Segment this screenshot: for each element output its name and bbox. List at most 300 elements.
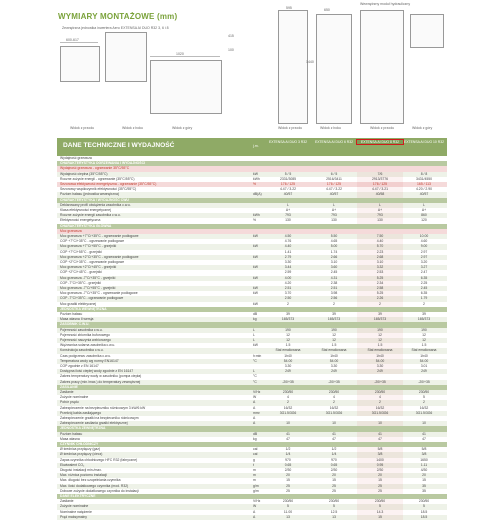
row-value: 190 (421, 327, 427, 332)
row-value: 1/4 (331, 452, 337, 457)
dim-label: 1020 (176, 52, 184, 56)
row-value: L (333, 202, 335, 207)
row-value: 4 (287, 395, 289, 400)
row-value: 4/30 (420, 468, 428, 472)
row-label: Nominalne natężenie (60, 509, 92, 514)
row-unit: kWh (253, 176, 260, 181)
row-value: 6.35 (420, 291, 428, 296)
row-value: 230/50 (282, 499, 294, 504)
row-value: 176 / 125 (357, 182, 403, 187)
row-value: 15 (357, 515, 403, 520)
row-value: 7/6 (357, 172, 403, 177)
row-label: Przekrój kabla zasilającego (60, 410, 102, 415)
row-value: 165/373 (357, 317, 403, 322)
row-unit: L (253, 327, 255, 332)
row-value: 4.60 (420, 239, 428, 244)
row-value: 190 (357, 328, 403, 333)
row-value: 40/57 (329, 192, 339, 197)
row-label: COP -7°C/+35°C - grzejniki (60, 280, 101, 285)
row-value: 47 (357, 437, 403, 442)
row-unit: A (253, 509, 256, 514)
row-value: 2.58 (357, 286, 403, 291)
row-value: 20 (332, 473, 336, 478)
hydraulic-drawing-open (360, 10, 404, 124)
row-value: 12 (422, 332, 426, 337)
row-value: 6 / 5 (330, 171, 338, 176)
row-value: 8 / 8 (420, 171, 428, 176)
row-value: 176 / 125 (326, 182, 342, 186)
row-label: Poziom hałasu (60, 312, 83, 316)
dim-line (60, 42, 98, 43)
row-label: COP -7°C/+35°C - ogrzewanie podłogowe (60, 296, 124, 301)
column-header-highlighted: EXTENSA AI DUO 8 R32 (357, 140, 403, 144)
row-value: 40/58 (357, 192, 403, 197)
row-value: 47 (286, 436, 290, 441)
row-label: Moc grzewcza -7°C/+35°C - grzejniki (60, 275, 116, 280)
row-value: 0.95 (357, 463, 403, 468)
row-value: 25 (332, 483, 336, 488)
row-value: 3.10 (330, 260, 338, 264)
row-value: 5.70 (357, 244, 403, 249)
row-value: 249 (421, 369, 427, 374)
row-value: -20/+35 (282, 379, 294, 384)
row-label: Pojemność naczynia wzbiorczego (60, 338, 111, 342)
row-label: Moc grzewcza +7°C/+35°C - ogrzewanie podłogowe (60, 234, 139, 238)
row-value: 16/32 (329, 405, 339, 410)
row-value: 2.51 (330, 286, 338, 290)
row-value: 2 (287, 301, 289, 306)
row-value: 1.11 (420, 462, 428, 467)
row-value: 15 (286, 478, 290, 483)
row-unit: A (253, 405, 256, 410)
row-value: 54.00 (357, 359, 403, 364)
row-value: 7.50 (357, 234, 403, 239)
row-value: 130 (331, 218, 337, 223)
row-value: 5/8 (357, 447, 403, 452)
row-value: 12 (422, 338, 426, 342)
row-unit: cal (253, 452, 258, 457)
row-value: 0.65 (330, 462, 338, 467)
row-value: 10 (286, 421, 290, 426)
row-value: 18.5 (420, 509, 428, 514)
row-value: 1.5 (331, 343, 337, 348)
row-value: 4.47 / 3.22 (279, 187, 297, 192)
row-value: 2 (333, 301, 335, 306)
row-unit: kW (253, 286, 258, 290)
table-row (57, 515, 447, 520)
row-value: 4 (333, 395, 335, 400)
row-label: Pojemność zbiornika buforowego (60, 332, 110, 337)
row-label: Max. długość bez uzupełniania czynnika (60, 478, 121, 483)
row-value: 47 (332, 436, 336, 441)
row-label: Moc grzewcza -7°C/+35°C - ogrzewanie podłogowe (60, 291, 138, 296)
row-label: Wydajność grzewcza (60, 156, 92, 160)
row-value: 47 (422, 436, 426, 441)
row-value: 120 (421, 218, 427, 223)
row-value: 1.74 (330, 249, 338, 254)
row-value: 249 (285, 369, 291, 374)
row-value: 970 (285, 457, 291, 462)
row-value: 12 (357, 333, 403, 338)
row-value: 2 (357, 400, 403, 405)
row-value: 6.35 (420, 275, 428, 280)
row-value: 2/30 (284, 468, 292, 472)
row-value: 41 (286, 431, 290, 436)
row-value: 3.70 (284, 291, 292, 296)
row-value: 793 (357, 213, 403, 218)
row-unit: cal (253, 447, 258, 452)
row-label: Zakres pracy (min./max.) do temperatury zewnętrznej (60, 379, 141, 384)
row-unit: V/Hz (253, 499, 261, 504)
row-value: Stal emaliowana (275, 348, 301, 353)
row-unit: % (253, 182, 257, 186)
dim-label: 415 (228, 34, 234, 38)
row-value: A+ (285, 208, 291, 212)
row-value: 2.56 (330, 296, 338, 301)
row-value: 12 (357, 338, 403, 343)
row-value: 39 (422, 312, 426, 316)
row-label: Efektywność energetyczna (60, 218, 101, 223)
row-label: Roczne zużycie energii zasobnika c.w.u. (60, 213, 121, 218)
row-label: COP +2°C/+35°C - ogrzewanie podłogowe (60, 260, 125, 264)
row-value: 2913/3776 (357, 177, 403, 182)
row-label: Deklarowany profil obciążenia zasobnika c.w.u. (60, 202, 131, 207)
row-unit: V/Hz (253, 390, 261, 394)
row-value: 41 (332, 431, 336, 436)
row-value: 230/50 (328, 499, 340, 504)
row-unit: W (253, 395, 257, 400)
row-value: 4.47 / 3.21 (357, 187, 403, 192)
row-value: 3.98 (330, 291, 338, 296)
row-label: ZASOBNIK C.W.U. (60, 322, 90, 327)
row-unit: °C (253, 379, 257, 384)
row-value: 3.30 (284, 364, 292, 368)
row-value: 2.53 (357, 270, 403, 275)
row-value: 4.50 (284, 234, 292, 238)
row-value: 15 (422, 478, 426, 483)
row-value: 249 (357, 369, 403, 374)
row-value: 230/50 (328, 390, 340, 394)
row-value: 2.59 (284, 270, 292, 275)
row-label: ZASILANIE (60, 384, 78, 389)
row-unit: dB (253, 431, 258, 436)
row-label: CHARAKTERYSTYKA GŁÓWNA (60, 223, 112, 228)
row-label: COP +7°C/+35°C - ogrzewanie podłogowe (60, 239, 125, 244)
row-value: 4.31 (330, 275, 338, 280)
row-value: 2.23 (357, 250, 403, 255)
row-value: 13 (286, 514, 290, 519)
row-value: 3G1.5/3G6 (357, 411, 403, 416)
row-unit: m (253, 478, 256, 483)
row-label: Ekwiwalent CO₂ (60, 462, 85, 467)
row-value: 1.41 (284, 249, 292, 254)
row-value: 165/373 (417, 317, 431, 322)
row-value: L (357, 203, 403, 208)
row-value: 2.26 (357, 296, 403, 301)
row-value: 3.30 (284, 260, 292, 264)
row-label: Prąd maksymalny (60, 514, 87, 519)
outdoor-caption: Zewnętrzna jednostka inwertera Aero EXTENSA AI DUO R32 3, 6 i 8 (62, 26, 169, 30)
row-value: 5.25 (357, 276, 403, 281)
row-value: 15 (332, 478, 336, 483)
row-unit: kW (253, 291, 258, 296)
row-value: 11.00 (283, 509, 293, 514)
row-value: 2.50 (284, 296, 292, 301)
row-value: 4.47 / 3.22 (325, 187, 343, 192)
view-top-caption: Widok z góry (172, 126, 193, 130)
row-value: 2.38 (330, 280, 338, 285)
row-value: 3G1.5/3G6 (325, 410, 343, 415)
row-unit: kW (253, 301, 258, 306)
row-value: 4.76 (284, 239, 292, 244)
row-value: 130 (285, 218, 291, 223)
row-value: 130 (357, 218, 403, 223)
row-unit: L (253, 332, 255, 337)
row-value: 5.25 (357, 291, 403, 296)
row-value: 230/50 (418, 390, 430, 394)
row-label: Klasa efektywności energetycznej (60, 208, 111, 212)
unit-header: j.m. (253, 144, 259, 148)
row-value: 2 (423, 301, 425, 306)
row-value: 41 (357, 432, 403, 437)
row-value: 5 (423, 504, 425, 509)
row-value: 2.34 (357, 281, 403, 286)
outdoor-unit-drawing-side (60, 46, 100, 82)
row-value: 5 (287, 504, 289, 509)
row-value: 5 / 5 (284, 171, 292, 176)
row-value: 15 (357, 478, 403, 483)
view-top-caption: Widok z góry (412, 126, 433, 130)
row-value: 230/50 (357, 499, 403, 504)
page-header-title: WYMIARY MONTAŻOWE (mm) (58, 12, 178, 21)
dim-label: 100 (228, 48, 234, 52)
row-value: 2/30 (330, 468, 338, 472)
row-value: 1.5 (285, 343, 291, 348)
row-value: 2331/3085 (279, 176, 297, 181)
row-value: 3.30 (330, 364, 338, 368)
hydraulic-drawing-side (316, 14, 352, 124)
row-value: Stal emaliowana (321, 348, 347, 353)
row-unit: h:min (253, 353, 262, 358)
row-unit: kW (253, 244, 258, 249)
row-value: 5.00 (330, 244, 338, 249)
row-value: 3G1.5/3G6 (279, 410, 297, 415)
row-value: 230/50 (418, 499, 430, 504)
row-label: COP +2°C/+45°C - grzejniki (60, 270, 102, 275)
row-value: 12.5 (330, 509, 338, 514)
row-label: Sezonowa efektywność energetyczna - ogrzewanie (35°C/55°C) (60, 182, 157, 186)
row-value: 2.97 (420, 249, 428, 254)
row-value: -20/+35 (328, 379, 340, 384)
row-unit: m (253, 468, 256, 472)
row-value: 3431/4550 (415, 176, 433, 181)
row-label: CHARAKTERYSTYKA / WYDAJNOŚĆ CWU (60, 197, 129, 202)
row-value: 3.27 (420, 265, 428, 270)
row-label: Zasilanie (60, 390, 74, 394)
row-value: 3.44 (284, 265, 292, 270)
row-label: Zabezpieczenie zasilania grzałki elektrycznej (60, 421, 128, 426)
view-front-caption: Widok z przodu (278, 126, 303, 130)
row-label: Pojemność zasobnika c.w.u. (60, 327, 103, 332)
row-value: 230/50 (282, 390, 294, 394)
row-label: Wydajność cieplna (35°C/55°C) (60, 171, 108, 176)
row-value: -20/+35 (357, 380, 403, 385)
row-value: L (423, 202, 425, 207)
row-value: 35 (422, 483, 426, 488)
row-value: 860 (421, 213, 427, 218)
row-value: 2/30 (357, 468, 403, 473)
row-label: Długość instalacji min./max. (60, 468, 102, 472)
row-label: Moc grzewcza +2°C/+35°C - ogrzewanie podłogowe (60, 254, 139, 259)
row-label: Masa własna II wersja (60, 317, 94, 322)
row-label: Masa własna (60, 436, 80, 441)
hydraulic-drawing-top (410, 14, 444, 48)
row-value: 35 (422, 488, 426, 493)
row-value: 12 (286, 332, 290, 337)
dim-label: 595 (286, 6, 292, 10)
table-title: DANE TECHNICZNE I WYDAJNOŚĆ (63, 142, 175, 149)
row-value: 1h40 (330, 353, 338, 358)
row-value: 2.51 (284, 286, 292, 290)
row-value: 3/8 (357, 452, 403, 457)
row-unit: kW (253, 343, 258, 348)
row-value: 4 (357, 395, 403, 400)
row-value: 2516/3411 (326, 176, 342, 181)
row-label: COP zgodnie z EN 16147 (60, 364, 99, 368)
row-value: 20 (286, 473, 290, 478)
row-value: 230/50 (357, 390, 403, 395)
row-value: 1.79 (420, 296, 428, 301)
row-value: 2.47 (420, 270, 428, 275)
row-label: Poziom hałasu (60, 431, 83, 436)
row-label: Temperatura wody wg normy EN16147 (60, 358, 119, 363)
row-value: 1/2 (285, 447, 291, 452)
row-unit: W (253, 504, 257, 509)
row-unit: kW (253, 234, 258, 238)
row-value: 39 (357, 312, 403, 317)
row-unit: kW (253, 254, 258, 259)
row-value: 25 (286, 488, 290, 493)
row-label: JEDNOSTKA WEWNĘTRZNA (60, 306, 107, 311)
row-label: Zużycie nominalne (60, 504, 89, 509)
row-value: 3.32 (357, 265, 403, 270)
row-value: 9.00 (420, 244, 428, 249)
row-value: Stal emaliowana (357, 348, 403, 353)
row-value: 3/8 (421, 452, 427, 457)
row-value: L (287, 202, 289, 207)
table-header (57, 138, 447, 156)
row-value: -20/+35 (418, 379, 430, 384)
row-value: 10 (357, 421, 403, 426)
row-value: 40/57 (283, 192, 293, 197)
row-value: 2 (333, 400, 335, 405)
row-value: 2.68 (357, 255, 403, 260)
row-value: 3G1.5/3G6 (415, 410, 433, 415)
row-value: 5 (357, 504, 403, 509)
row-unit: A (253, 400, 256, 405)
row-label: Konstrukcja zasobnika c.w.u. (60, 348, 104, 353)
row-label: Moc grzewcza (60, 228, 82, 233)
row-unit: dB(A) (253, 192, 262, 197)
row-value: 1650 (420, 457, 428, 462)
row-label: COP +7°C/+55°C - grzejniki (60, 249, 102, 254)
row-value: 16/32 (419, 405, 429, 410)
row-unit: mm² (253, 410, 260, 415)
row-value: 10 (422, 421, 426, 426)
hydraulic-drawing-front (278, 10, 308, 124)
row-value: 793 (331, 213, 337, 218)
row-label: Sezonowy współczynnik efektywności (35°C/55°C) (60, 187, 137, 192)
row-value: 4.40 (284, 244, 292, 249)
row-unit: g/m (253, 483, 259, 488)
outdoor-unit-drawing-front (105, 32, 147, 82)
row-value: 25 (332, 488, 336, 493)
row-value: 793 (285, 213, 291, 218)
row-label: Moc grzewcza +2°C/+45°C - grzejniki (60, 265, 117, 270)
row-value: 190 (285, 327, 291, 332)
row-unit: °C (253, 358, 257, 363)
row-unit: L (253, 369, 255, 374)
row-unit: dB (253, 312, 258, 316)
row-label: Ø średnica przyłączy (ciecz) (60, 452, 103, 457)
row-unit: kg (253, 317, 257, 322)
row-value: 2 (287, 400, 289, 405)
row-value: 3.10 (357, 260, 403, 265)
row-value: 2.45 (420, 286, 428, 290)
row-value: 3.01 (420, 364, 428, 368)
row-value: 2 (423, 400, 425, 405)
row-unit: kWh (253, 213, 260, 218)
row-label: Czas podgrzewu zasobnika c.w.u. (60, 353, 112, 358)
row-label: Zasilanie (60, 499, 74, 504)
row-value: 41 (422, 431, 426, 436)
view-front-caption: Widok z przodu (70, 126, 95, 130)
row-unit: g (253, 457, 255, 462)
view-side-caption: Widok z boku (122, 126, 144, 130)
row-value: 1h40 (357, 354, 403, 359)
dim-line (150, 56, 220, 57)
row-label: Poziom hałasu (jednostka wewnętrzna) (60, 192, 119, 197)
row-value: 2.25 (420, 280, 428, 285)
row-value: 4.00 (284, 275, 292, 280)
row-label: Wężownica solarna zasobnika c.w.u. (60, 343, 116, 348)
column-header: EXTENSA AI DUO 6 R32 (314, 140, 354, 144)
row-value: 16/32 (357, 406, 403, 411)
row-value: 1400 (357, 458, 403, 463)
row-value: 4.65 (330, 239, 338, 244)
row-value: 1h40 (284, 353, 292, 358)
outdoor-unit-drawing-top (150, 60, 222, 114)
row-label: Ø średnica przyłączy (gaz) (60, 447, 101, 452)
row-label: Dobowe zużycie dodatkowego czynnika do instalacji (60, 488, 139, 493)
row-value: 165/373 (281, 317, 295, 322)
row-value: 12 (332, 332, 336, 337)
row-value: 1h40 (420, 353, 428, 358)
row-value: 1.5 (421, 343, 427, 348)
row-value: 2.45 (330, 270, 338, 275)
row-value: 10.00 (419, 234, 429, 238)
row-value: 5.50 (330, 234, 338, 238)
row-label: Moc grzewcza +7°C/+55°C - grzejniki (60, 244, 117, 249)
row-unit: A (253, 421, 256, 426)
row-value: 39 (286, 312, 290, 316)
row-unit: g/m (253, 488, 259, 493)
row-value: A+ (357, 208, 403, 213)
row-label: Roczne zużycie energii - ogrzewanie (35°C/55°C) (60, 176, 135, 181)
row-value: 3.30 (357, 364, 403, 369)
row-label: Zakres temperatury wody w zasobniku (pompa ciepła) (60, 374, 142, 379)
row-label: Moc grzewcza -7°C/+55°C - grzejniki (60, 286, 116, 290)
